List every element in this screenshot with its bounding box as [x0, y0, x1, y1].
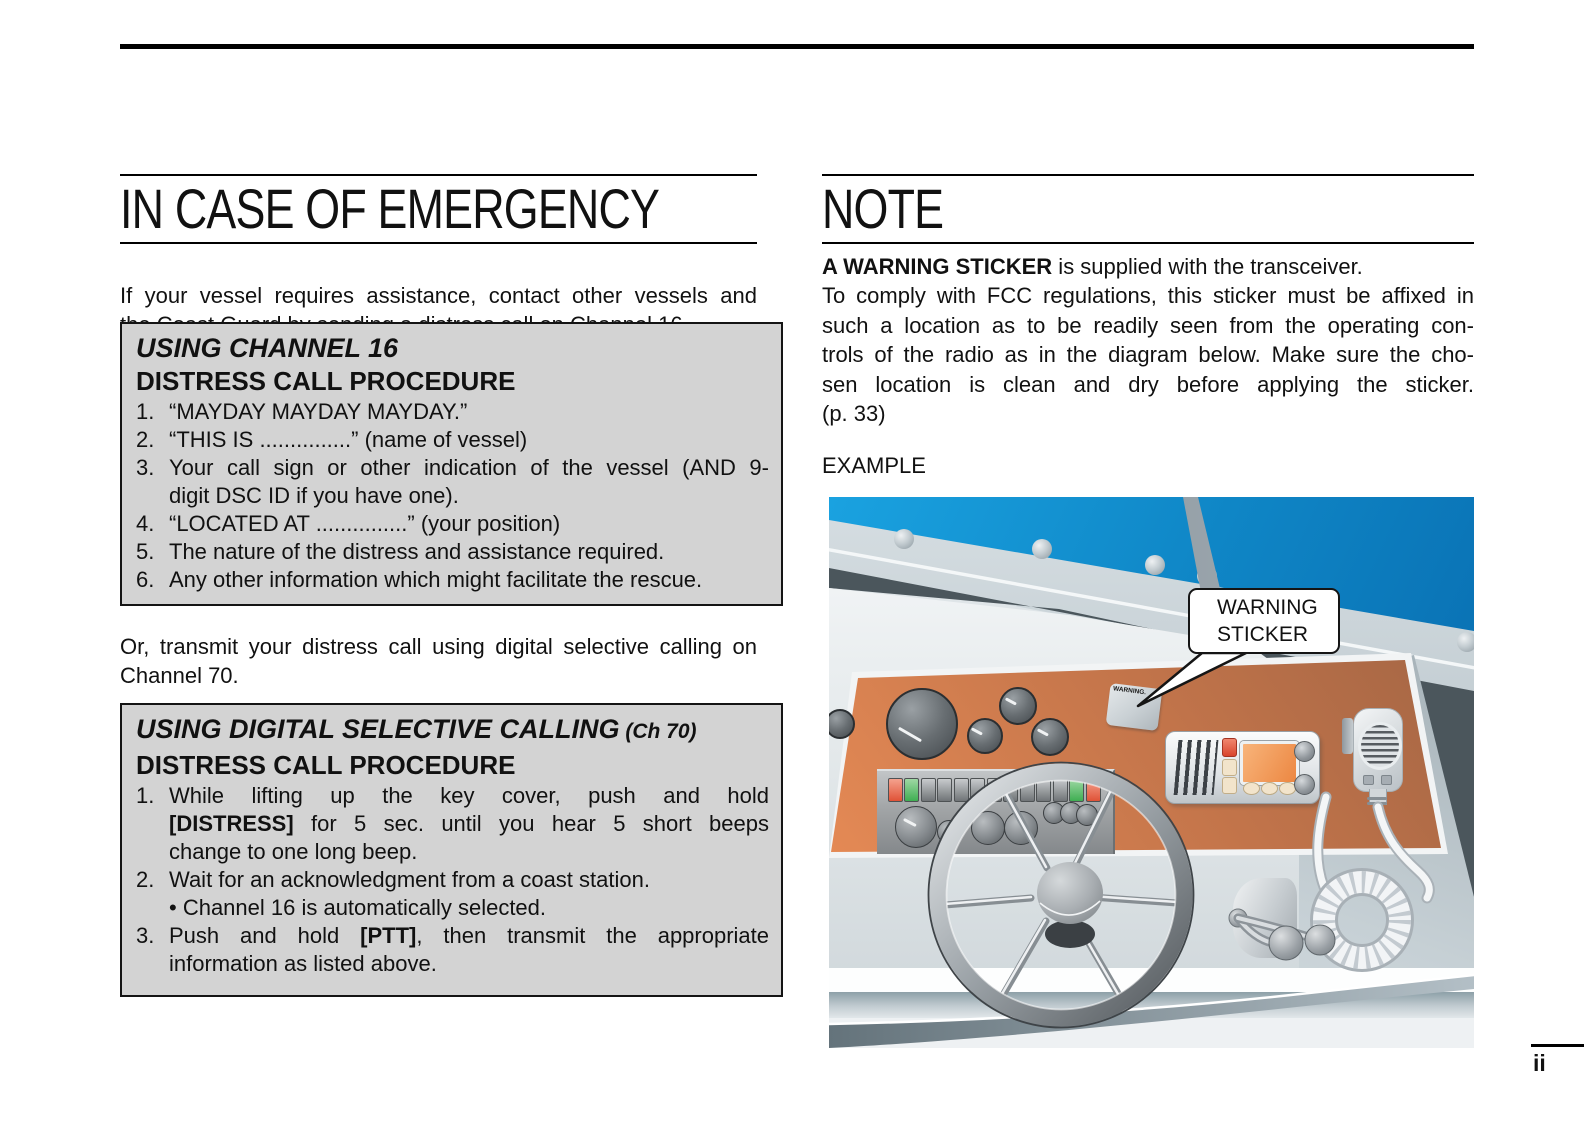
- list-number: 2.: [136, 867, 155, 892]
- list-number: 6.: [136, 567, 155, 592]
- warning-sticker-label: WARNING.: [1112, 685, 1147, 697]
- box1-title: USING CHANNEL 16: [136, 333, 399, 363]
- example-label: EXAMPLE: [822, 453, 926, 478]
- text-line: [DISTRESS] for 5 sec. until you hear 5 short beeps: [169, 811, 769, 836]
- note-paragraph: [822, 252, 1474, 428]
- box2-list: [136, 782, 769, 978]
- top-rule: [120, 44, 1474, 49]
- text-line: change to one long beep.: [169, 839, 418, 864]
- section-heading-emergency: [120, 174, 757, 244]
- text-line: Your call sign or other indication of the vessel (AND 9-: [169, 455, 769, 480]
- list-item: [136, 566, 769, 594]
- box2-title-suffix: (Ch 70): [619, 720, 697, 743]
- page-number: ii: [1533, 1050, 1546, 1076]
- text-line: If your vessel requires assistance, contact other vessels and: [120, 283, 757, 308]
- list-number: 3.: [136, 455, 155, 480]
- text-line: sen location is clean and dry before applying the sticker.: [822, 371, 1474, 397]
- text-line: Or, transmit your distress call using digital selective calling on: [120, 634, 757, 659]
- page-title: IN CASE OF EMERGENCY: [120, 177, 660, 240]
- text-line: “MAYDAY MAYDAY MAYDAY.”: [169, 399, 468, 424]
- list-item: [136, 426, 769, 454]
- text-line: A WARNING STICKER is supplied with the transceiver.: [822, 254, 1363, 279]
- text-line: “THIS IS ...............” (name of vessel): [169, 427, 528, 452]
- throttle-ball: [1269, 926, 1303, 960]
- list-number: 2.: [136, 427, 155, 452]
- list-item: [136, 538, 769, 566]
- list-number: 4.: [136, 511, 155, 536]
- dsc-intro-paragraph: [120, 632, 757, 691]
- text-line: While lifting up the key cover, push and hold: [169, 783, 769, 808]
- text-line: digit DSC ID if you have one).: [169, 483, 459, 508]
- box1-list: [136, 398, 769, 594]
- callout-text-line1: WARNING: [1217, 596, 1318, 619]
- wheel-hub-shadow: [1045, 920, 1095, 948]
- list-item: [136, 922, 769, 978]
- list-item: [136, 866, 769, 922]
- box2-title: USING DIGITAL SELECTIVE CALLING (Ch 70): [136, 714, 697, 744]
- list-number: 1.: [136, 783, 155, 808]
- box1-subtitle: DISTRESS CALL PROCEDURE: [136, 366, 516, 396]
- list-item: [136, 398, 769, 426]
- warning-sticker-callout: [1188, 588, 1340, 654]
- text-line: Push and hold [PTT], then transmit the appropriate: [169, 923, 770, 948]
- illustration-overlay: [829, 497, 1474, 1048]
- text-line: To comply with FCC regulations, this sticker must be affixed in: [822, 283, 1474, 309]
- channel16-procedure-box: [120, 322, 783, 606]
- callout-text-line2: STICKER: [1217, 623, 1309, 646]
- list-number: 5.: [136, 539, 155, 564]
- boat-dashboard-illustration: [829, 497, 1474, 1048]
- list-item: [136, 454, 769, 510]
- list-item: [136, 510, 769, 538]
- text-line: (p. 33): [822, 401, 886, 427]
- text-line: information as listed above.: [169, 951, 437, 976]
- list-item: [136, 782, 769, 866]
- section-heading-note: [822, 174, 1474, 244]
- text-line: such a location as to be readily seen from the operating con-: [822, 312, 1474, 338]
- steering-wheel: [929, 763, 1194, 1028]
- list-number: 3.: [136, 923, 155, 948]
- page-number-rule: [1531, 1044, 1584, 1047]
- dsc-procedure-box: [120, 703, 783, 997]
- list-number: 1.: [136, 399, 155, 424]
- text-line: • Channel 16 is automatically selected.: [169, 895, 547, 920]
- text-line: “LOCATED AT ...............” (your position): [169, 511, 561, 536]
- text-line: The nature of the distress and assistance required.: [169, 539, 665, 564]
- text-line: trols of the radio as in the diagram below. Make sure the cho-: [822, 342, 1474, 368]
- throttle-ball: [1305, 925, 1335, 955]
- box2-subtitle: DISTRESS CALL PROCEDURE: [136, 750, 516, 780]
- text-line: Channel 70.: [120, 663, 239, 689]
- text-line: Wait for an acknowledgment from a coast station.: [169, 867, 650, 892]
- text-line: Any other information which might facilitate the rescue.: [169, 567, 703, 592]
- note-title: NOTE: [822, 177, 944, 240]
- callout-tail: [1138, 653, 1246, 706]
